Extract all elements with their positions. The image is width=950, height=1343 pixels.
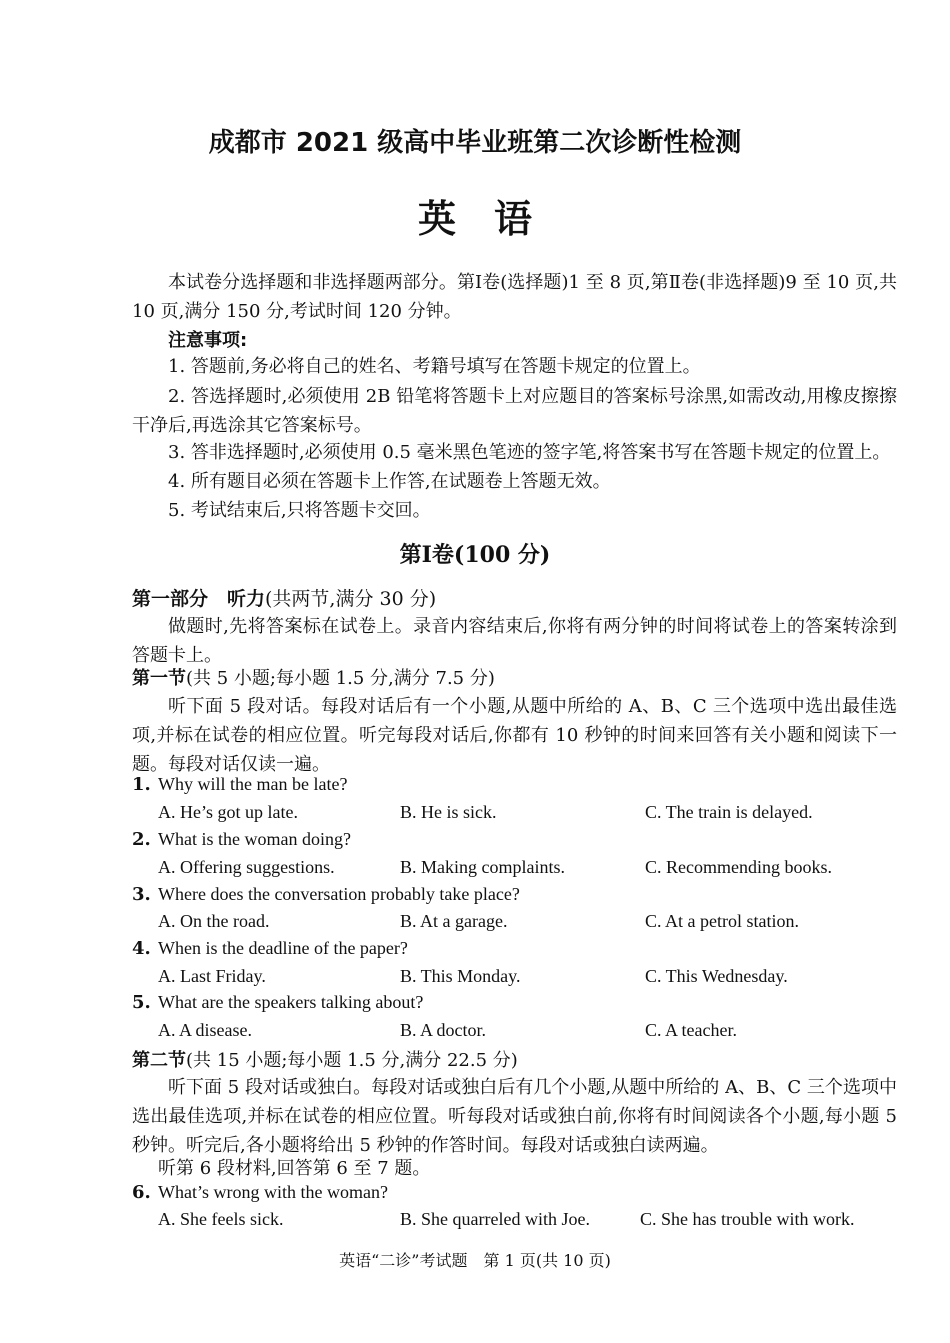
note-item: 2. 答选择题时,必须使用 2B 铅笔将答题卡上对应题目的答案标号涂黑,如需改动,用橡皮擦擦干净后,再选涂其它答案标号。 xyxy=(132,386,897,436)
section1-instruction: 听下面 5 段对话。每段对话后有一个小题,从题中所给的 A、B、C 三个选项中选出最佳选项,并标在试卷的相应位置。听完每段对话后,你都有 10 秒钟的时间来回答有关小题和阅读下一题。每段对话仅读一遍。 xyxy=(132,696,897,775)
question-text: What is the woman doing? xyxy=(158,829,351,849)
option-b: B. She quarreled with Joe. xyxy=(400,1209,590,1229)
option-b: B. At a garage. xyxy=(400,911,508,931)
option-c: C. The train is delayed. xyxy=(645,802,813,822)
material-instruction: 听第 6 段材料,回答第 6 至 7 题。 xyxy=(158,1158,431,1179)
page-title: 成都市 2021 级高中毕业班第二次诊断性检测 xyxy=(208,128,742,158)
section1-header xyxy=(132,664,495,690)
question-number: 5. xyxy=(132,992,151,1013)
intro-text: 本试卷分选择题和非选择题两部分。第Ⅰ卷(选择题)1 至 8 页,第Ⅱ卷(非选择题)9 至 10 页,共 10 页,满分 150 分,考试时间 120 分钟。 xyxy=(132,272,897,322)
note-item: 5. 考试结束后,只将答题卡交回。 xyxy=(168,500,431,521)
option-a: A. He’s got up late. xyxy=(158,802,298,822)
section1-heading-note: (共 5 小题;每小题 1.5 分,满分 7.5 分) xyxy=(186,668,495,689)
question-number: 4. xyxy=(132,938,151,959)
section2-heading-note: (共 15 小题;每小题 1.5 分,满分 22.5 分) xyxy=(186,1050,518,1071)
part1-heading: 第一部分 听力 xyxy=(132,588,266,610)
note-item: 3. 答非选择题时,必须使用 0.5 毫米黑色笔迹的签字笔,将答案书写在答题卡规定的位置上。 xyxy=(168,442,891,463)
note-item: 1. 答题前,务必将自己的姓名、考籍号填写在答题卡规定的位置上。 xyxy=(168,356,701,377)
notes-heading: 注意事项: xyxy=(168,330,248,351)
subject-title: 英 语 xyxy=(417,197,532,241)
volume-heading: 第Ⅰ卷(100 分) xyxy=(399,542,551,568)
question-number: 6. xyxy=(132,1182,151,1203)
part1-instruction: 做题时,先将答案标在试卷上。录音内容结束后,你将有两分钟的时间将试卷上的答案转涂到答题卡上。 xyxy=(132,616,897,666)
question-text: When is the deadline of the paper? xyxy=(158,938,408,958)
option-b: B. A doctor. xyxy=(400,1020,487,1040)
option-c: C. At a petrol station. xyxy=(645,911,799,931)
question-number: 1. xyxy=(132,774,151,795)
option-b: B. He is sick. xyxy=(400,802,497,822)
option-c: C. A teacher. xyxy=(645,1020,737,1040)
question-text: Why will the man be late? xyxy=(158,774,348,794)
page-footer: 英语“二诊”考试题 第 1 页(共 10 页) xyxy=(339,1251,611,1270)
section2-header xyxy=(132,1046,518,1072)
note-item: 4. 所有题目必须在答题卡上作答,在试题卷上答题无效。 xyxy=(168,471,611,492)
part1-header xyxy=(132,584,436,611)
section2-heading: 第二节 xyxy=(132,1050,186,1071)
option-c: C. Recommending books. xyxy=(645,857,832,877)
question-text: What are the speakers talking about? xyxy=(158,992,424,1012)
part1-heading-note: (共两节,满分 30 分) xyxy=(265,588,437,610)
question-text: What’s wrong with the woman? xyxy=(158,1182,388,1202)
option-a: A. Last Friday. xyxy=(158,966,266,986)
question-number: 3. xyxy=(132,884,151,905)
question-text: Where does the conversation probably take place? xyxy=(158,884,520,904)
option-a: A. A disease. xyxy=(158,1020,252,1040)
option-b: B. Making complaints. xyxy=(400,857,565,877)
section1-heading: 第一节 xyxy=(132,668,186,689)
section2-instruction: 听下面 5 段对话或独白。每段对话或独白后有几个小题,从题中所给的 A、B、C 三个选项中选出最佳选项,并标在试卷的相应位置。听每段对话或独白前,你将有时间阅读各个小题,每小题 5 秒钟。听完后,各小题将给出 5 秒钟的作答时间。每段对话或独白读两遍。 xyxy=(132,1077,897,1156)
option-a: A. On the road. xyxy=(158,911,270,931)
option-b: B. This Monday. xyxy=(400,966,521,986)
option-c: C. This Wednesday. xyxy=(645,966,788,986)
option-a: A. She feels sick. xyxy=(158,1209,284,1229)
option-c: C. She has trouble with work. xyxy=(640,1209,855,1229)
option-a: A. Offering suggestions. xyxy=(158,857,335,877)
question-number: 2. xyxy=(132,829,151,850)
